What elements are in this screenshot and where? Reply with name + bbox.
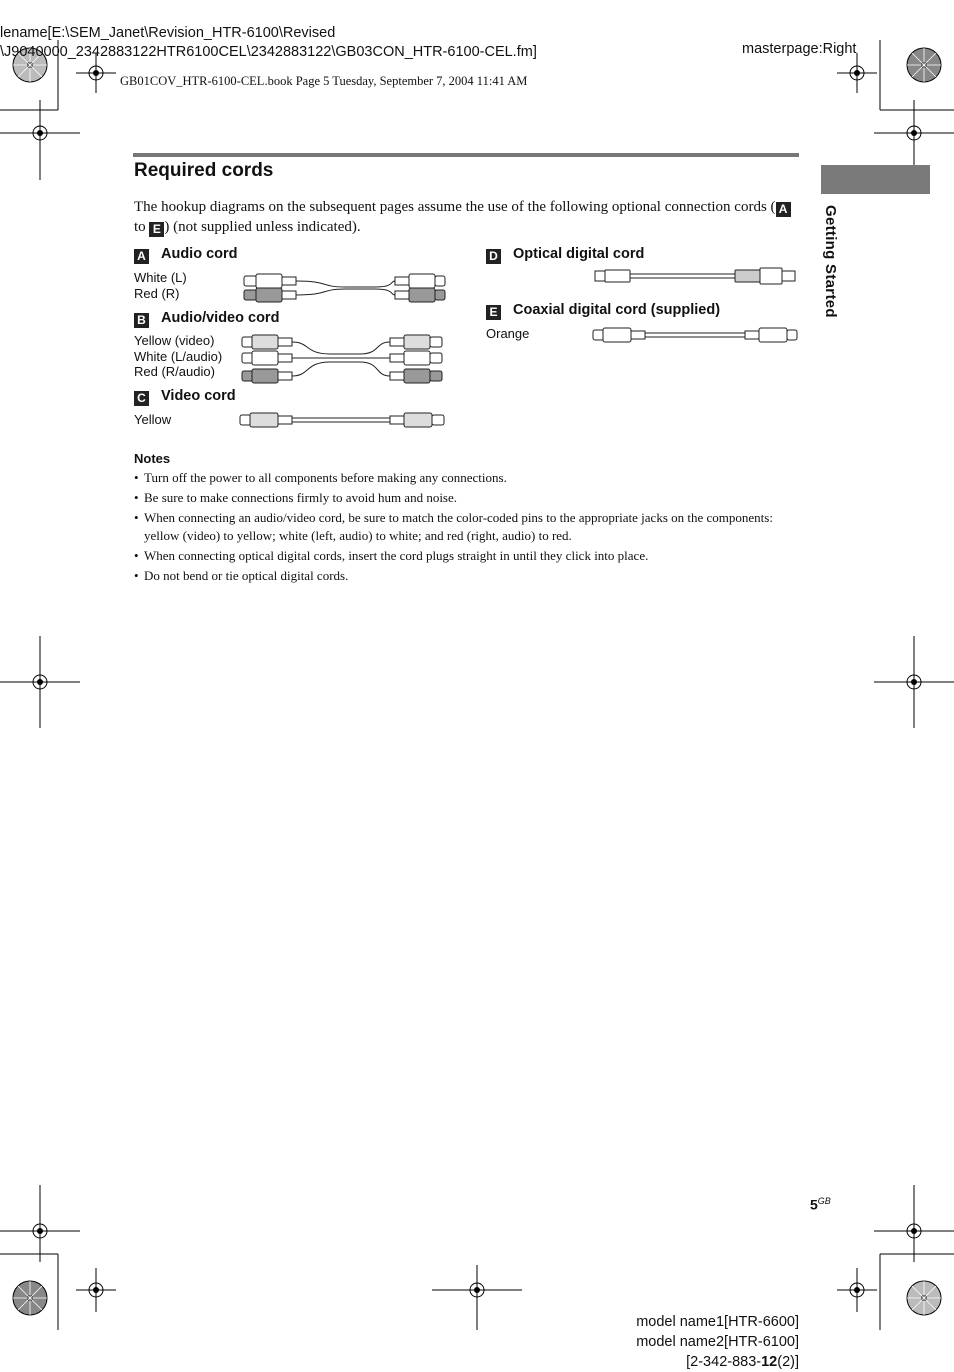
letter-badge: C [134,391,149,406]
optical-cord-illustration [595,268,795,284]
part-code-bold: 12 [761,1354,778,1370]
note-item: • When connecting optical digital cords, insert the cord plugs straight in until they click into place. [134,548,649,563]
model-footer [600,1312,799,1372]
cord-label: Red (R/audio) [134,364,215,379]
cord-label: Yellow (video) [134,333,215,348]
model-name-2: model name2[HTR-6100] [636,1334,799,1350]
section-tab [821,165,930,194]
cord-heading-c [134,388,236,406]
book-info: GB01COV_HTR-6100-CEL.book Page 5 Tuesday, September 7, 2004 11:41 AM [120,74,528,88]
letter-badge: E [149,222,164,237]
cord-e-label: Orange [486,326,530,341]
note-item: • Turn off the power to all components before making any connections. [134,470,507,485]
cord-name: Audio cord [161,246,238,262]
cord-b-labels [134,333,222,380]
title-rule [133,153,799,157]
file-path-line2: \J9040000_2342883122HTR6100CEL\2342883122\GB03CON_HTR-6100-CEL.fm] [0,44,537,60]
cord-a-labels [134,270,187,301]
letter-badge: A [134,249,149,264]
cord-name: Optical digital cord [513,246,645,262]
letter-badge: E [486,305,501,320]
intro-text: ) (not supplied unless indicated). [164,219,361,235]
cord-name: Audio/video cord [161,310,280,326]
note-text: When connecting an audio/video cord, be sure to match the color-coded pins to the appropriate jacks on the components: yellow (video) to yellow; white (left, audio) to white; and red (right, audio) to red. [144,510,773,543]
note-item: • When connecting an audio/video cord, be sure to match the color-coded pins to the appropriate jacks on the components: yellow (video) to yellow; white (left, audio) to white; and red (right, audio) to red. [134,510,773,543]
file-path-line1: lename[E:\SEM_Janet\Revision_HTR-6100\Revised [0,25,336,41]
registration-target-icon [432,1265,522,1330]
note-text: Do not bend or tie optical digital cords. [144,568,349,583]
cord-heading-a [134,246,238,264]
letter-badge: D [486,249,501,264]
audio-video-cord-illustration [242,335,442,383]
part-code-suffix: (2)] [777,1354,799,1370]
model-name-1: model name1[HTR-6600] [636,1314,799,1330]
cord-label: White (L/audio) [134,348,223,364]
part-code [600,1352,799,1372]
notes-heading: Notes [134,451,171,466]
note-item: • Do not bend or tie optical digital cords. [134,568,349,583]
letter-badge: A [776,202,791,217]
intro-text: to [134,219,150,235]
page-title: Required cords [134,160,274,181]
intro-text: The hookup diagrams on the subsequent pages assume the use of the following optional connection cords ( [134,199,776,215]
cord-heading-b [134,310,279,328]
note-text: Turn off the power to all components before making any connections. [144,470,507,485]
notes-list [134,469,784,587]
intro-paragraph [134,197,794,237]
cord-name: Coaxial digital cord (supplied) [513,302,721,318]
letter-badge: B [134,313,149,328]
coaxial-cord-illustration [593,328,797,342]
note-text: Be sure to make connections firmly to avoid hum and noise. [144,490,458,505]
part-code-prefix: [2-342-883- [686,1354,762,1370]
audio-cord-illustration [244,274,445,302]
page-number-value: 5 [810,1196,818,1213]
page-number [810,1196,831,1213]
page-suffix: GB [817,1196,831,1206]
cord-c-label: Yellow [134,412,172,427]
video-cord-illustration [240,413,444,427]
note-text: When connecting optical digital cords, insert the cord plugs straight in until they click into place. [144,548,649,563]
masterpage-label: masterpage:Right [742,41,857,57]
cord-label: White (L) [134,270,187,285]
note-item: • Be sure to make connections firmly to avoid hum and noise. [134,490,458,505]
cord-heading-d [486,246,644,264]
section-tab-label: Getting Started [822,205,839,318]
cord-label: Red (R) [134,285,180,301]
cord-name: Video cord [161,388,236,404]
file-path [0,24,537,62]
cord-heading-e [486,302,720,320]
